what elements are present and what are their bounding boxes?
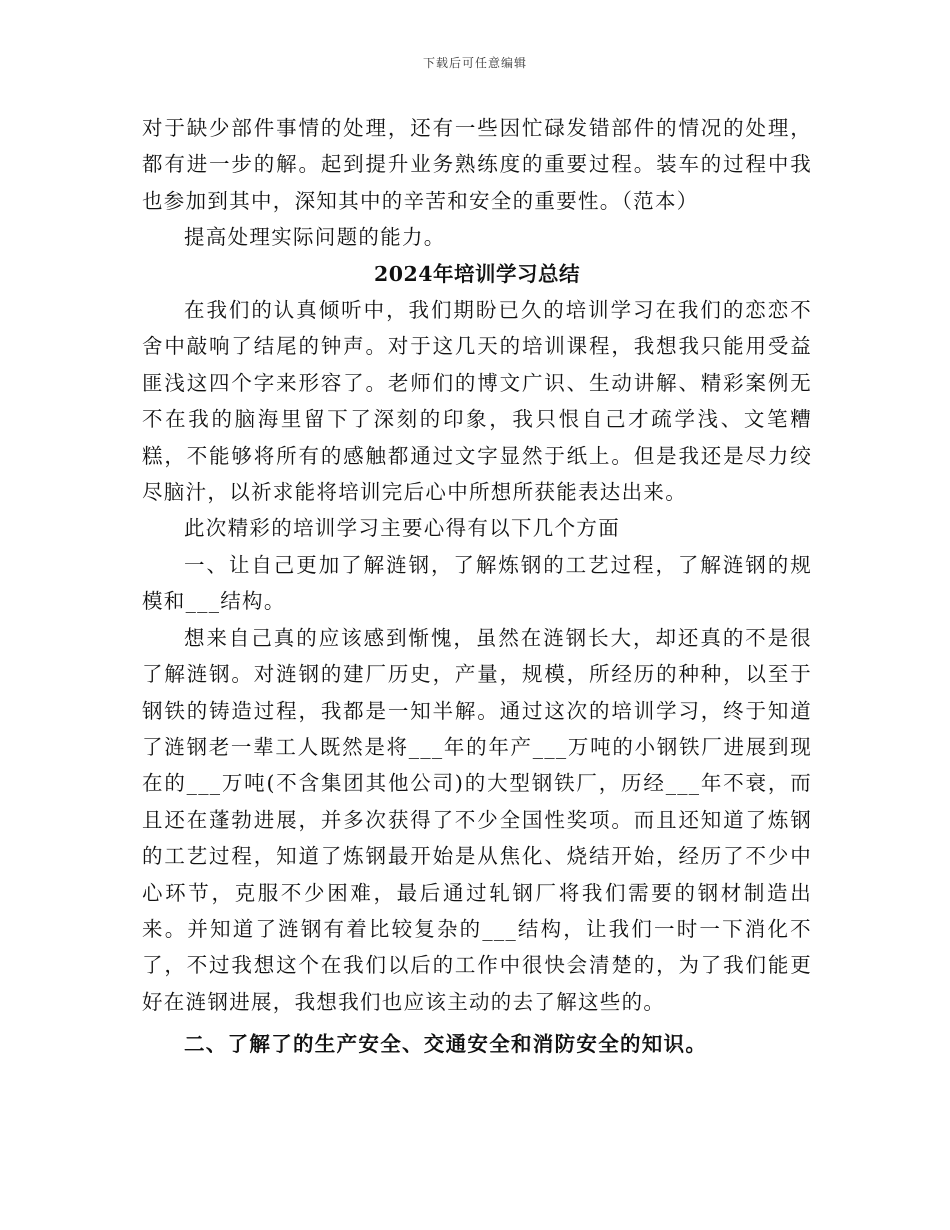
continuation-paragraph: 对于缺少部件事情的处理，还有一些因忙碌发错部件的情况的处理，都有进一步的解。起到提升业务熟练度的重要过程。装车的过程中我也参加到其中，深知其中的辛苦和安全的重要性。（范本） xyxy=(142,116,812,213)
ability-line: 提高处理实际问题的能力。 xyxy=(184,225,446,250)
section-two-heading: 二、了解了的生产安全、交通安全和消防安全的知识。 xyxy=(184,1032,708,1057)
document-body xyxy=(142,110,812,1063)
section-one-paragraph: 想来自己真的应该感到惭愧，虽然在涟钢长大，却还真的不是很了解涟钢。对涟钢的建厂历史，产量，规模，所经历的种种，以至于钢铁的铸造过程，我都是一知半解。通过这次的培训学习，终于知道了涟钢老一辈工人既然是将___年的年产___万吨的小钢铁厂进展到现在的___万吨(不含集团其他公司)的大型钢铁厂，历经___年不衰，而且还在蓬勃进展，并多次获得了不少全国性奖项。而且还知道了炼钢的工艺过程，知道了炼钢最开始是从焦化、烧结开始，经历了不少中心环节，克服不少困难，最后通过轧钢厂将我们需要的钢材制造出来。并知道了涟钢有着比较复杂的___结构，让我们一时一下消化不了，不过我想这个在我们以后的工作中很快会清楚的，为了我们能更好在涟钢进展，我想我们也应该主动的去了解这些的。 xyxy=(142,625,812,1014)
intro-paragraph: 在我们的认真倾听中，我们期盼已久的培训学习在我们的恋恋不舍中敲响了结尾的钟声。对于这几天的培训课程，我想我只能用受益匪浅这四个字来形容了。老师们的博文广识、生动讲解、精彩案例无不在我的脑海里留下了深刻的印象，我只恨自己才疏学浅、文笔糟糕，不能够将所有的感触都通过文字显然于纸上。但是我还是尽力绞尽脑汁，以祈求能将培训完后心中所想所获能表达出来。 xyxy=(142,298,812,505)
document-title: 2024年培训学习总结 xyxy=(373,261,581,286)
page-header-note: 下载后可任意编辑 xyxy=(422,56,527,70)
section-one-heading: 一、让自己更加了解涟钢，了解炼钢的工艺过程，了解涟钢的规模和___结构。 xyxy=(142,552,812,614)
summary-intro-paragraph: 此次精彩的培训学习主要心得有以下几个方面 xyxy=(184,516,620,541)
